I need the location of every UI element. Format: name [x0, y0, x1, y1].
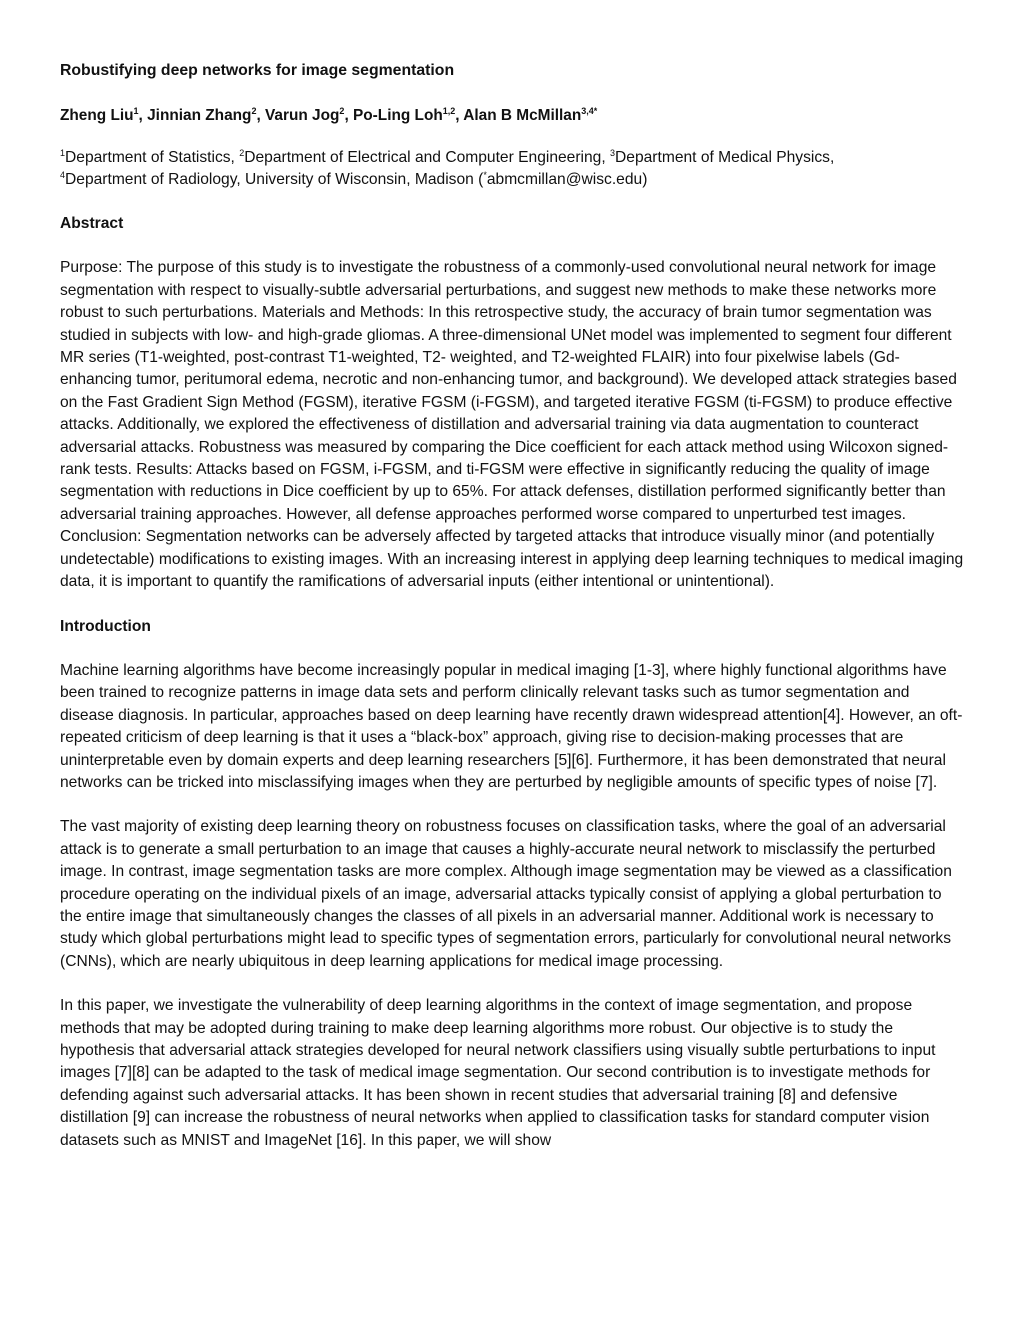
author-affiliation-marker: 3,4*	[581, 106, 598, 116]
paper-title: Robustifying deep networks for image segmentation	[60, 62, 455, 79]
author-list: Zheng Liu$^1$, Jinnian Zhang$^2$, Varun Jog$^2$, Po-Ling Loh$^{1,2}$, Alan B McMillan$^{3,4*}$	[60, 106, 598, 124]
affiliation-marker: 2	[239, 148, 245, 158]
affiliation-ece: Department of Electrical and Computer Engineering,	[244, 149, 611, 166]
introduction-heading: Introduction	[60, 617, 151, 635]
affiliation-statistics: Department of Statistics,	[65, 149, 240, 166]
author-affiliation-marker: 1	[133, 106, 139, 116]
affiliation-marker: 4	[60, 170, 66, 181]
author-name: Varun Jog	[265, 107, 340, 124]
author-name: Jinnian Zhang	[147, 107, 252, 124]
author-name: Po-Ling Loh	[353, 107, 443, 124]
affiliation-marker: 3	[610, 148, 616, 158]
introduction-paragraph-1: Machine learning algorithms have become increasingly popular in medical imaging [1-3], where highly functional algorithms have been trained to recognize patterns in image data sets and perform clinically relevant tasks such as tumor segmentation and disease diagnosis. In particular, approaches based on deep learning have recently drawn widespread attention[4]. However, an oft-repeated criticism of deep learning is that it uses a “black-box” approach, giving rise to decision-making processes that are uninterpretable even by domain experts and deep learning researchers [5][6]. Furthermore, it has been demonstrated that neural networks can be tricked into misclassifying images when they are perturbed by negligible amounts of specific types of noise [7].	[60, 661, 963, 791]
paper-page	[60, 60, 965, 1152]
author-name: Zheng Liu	[60, 107, 134, 124]
abstract-text: Purpose: The purpose of this study is to investigate the robustness of a commonly-used convolutional neural network for image segmentation with respect to visually-subtle adversarial perturbations, and suggest new methods to make these networks more robust to such perturbations. Materials and Methods: In this retrospective study, the accuracy of brain tumor segmentation was studied in subjects with low- and high-grade gliomas. A three-dimensional UNet model was implemented to segment four different MR series (T1-weighted, post-contrast T1-weighted, T2- weighted, and T2-weighted FLAIR) into four pixelwise labels (Gd-enhancing tumor, peritumoral edema, necrotic and non-enhancing tumor, and background). We developed attack strategies based on the Fast Gradient Sign Method (FGSM), iterative FGSM (i-FGSM), and targeted iterative FGSM (ti-FGSM) to produce effective attacks. Additionally, we explored the effectiveness of distillation and adversarial training via data augmentation to counteract adversarial attacks. Robustness was measured by comparing the Dice coefficient for each attack method using Wilcoxon signed-rank tests. Results: Attacks based on FGSM, i-FGSM, and ti-FGSM were effective in significantly reducing the quality of image segmentation with reductions in Dice coefficient by up to 65%. For attack defenses, distillation performed significantly better than adversarial training approaches. However, all defense approaches performed worse compared to unperturbed test images. Conclusion: Segmentation networks can be adversely affected by targeted attacks that introduce visually minor (and potentially undetectable) modifications to existing images. With an increasing interest in applying deep learning techniques to medical imaging data, it is important to quantify the ramifications of adversarial inputs (either intentional or unintentional).	[60, 259, 964, 591]
author-affiliation-marker: 2	[339, 106, 345, 116]
author-name: Alan B McMillan	[463, 107, 582, 124]
author-affiliation-marker: 2	[251, 106, 257, 116]
affiliation-medical-physics: Department of Medical Physics,	[615, 149, 835, 166]
affiliation-marker: 1	[60, 148, 66, 158]
corresponding-marker: *	[483, 170, 487, 181]
corresponding-email: abmcmillan@wisc.edu)	[486, 171, 648, 189]
abstract-heading: Abstract	[60, 215, 124, 232]
affiliations	[60, 147, 965, 193]
author-affiliation-marker: 1,2	[442, 106, 456, 116]
introduction-paragraph-3: In this paper, we investigate the vulnerability of deep learning algorithms in the context of image segmentation, and propose methods that may be adopted during training to make deep learning algorithms more robust. Our objective is to study the hypothesis that adversarial attack strategies developed for neural network classifiers using visually subtle perturbations to input images [7][8] can be adapted to the task of medical image segmentation. Our second contribution is to investigate methods for defending against such adversarial attacks. It has been shown in recent studies that adversarial training [8] and defensive distillation [9] can increase the robustness of neural networks when applied to classification tasks for standard computer vision datasets such as MNIST and ImageNet [16]. In this paper, we will show	[60, 997, 936, 1149]
affiliation-radiology: Department of Radiology, University of Wisconsin, Madison (	[65, 171, 484, 189]
introduction-paragraph-2: The vast majority of existing deep learning theory on robustness focuses on classification tasks, where the goal of an adversarial attack is to generate a small perturbation to an image that causes a highly-accurate neural network to misclassify the perturbed image. In contrast, image segmentation tasks are more complex. Although image segmentation may be viewed as a classification procedure operating on the individual pixels of an image, adversarial attacks typically consist of applying a global perturbation to the entire image that simultaneously changes the classes of all pixels in an adversarial manner. Additional work is necessary to study which global perturbations might lead to specific types of segmentation errors, particularly for convolutional neural networks (CNNs), which are nearly ubiquitous in deep learning applications for medical image processing.	[60, 818, 952, 970]
